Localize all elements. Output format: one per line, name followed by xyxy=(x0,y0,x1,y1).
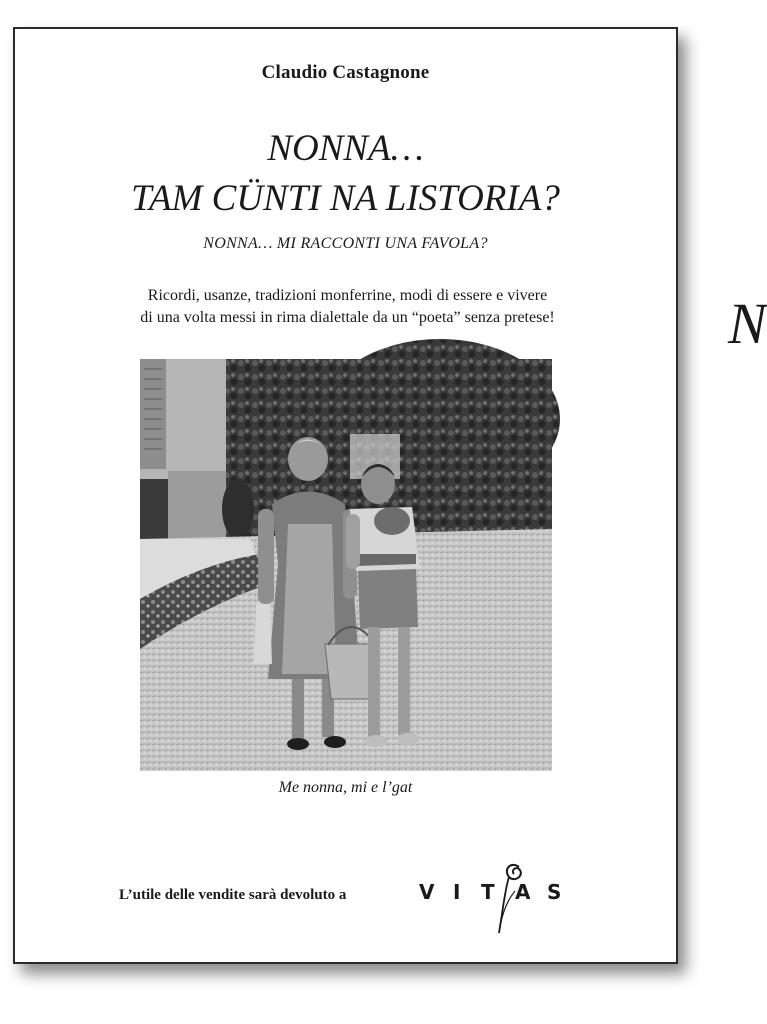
description-line-2: di una volta messi in rima dialettale da un “poeta” senza pretese! xyxy=(140,309,555,326)
author-name: Claudio Castagnone xyxy=(261,62,430,83)
subtitle: NONNA… MI RACCONTI UNA FAVOLA? xyxy=(203,235,488,252)
logo-letter: A xyxy=(515,880,531,904)
title-line-1: NONNA… xyxy=(267,128,424,169)
footer-text: L’utile delle vendite sarà devoluto a xyxy=(119,887,347,903)
logo-letter: T xyxy=(481,880,495,904)
photo-caption: Me nonna, mi e l’gat xyxy=(278,779,413,796)
description-line-1: Ricordi, usanze, tradizioni monferrine, modi di essere e vivere xyxy=(147,287,548,304)
background-partial-letter: N xyxy=(728,291,767,356)
description xyxy=(55,285,640,329)
title-line-2: TAM CÜNTI NA LISTORIA? xyxy=(131,178,560,219)
book-cover xyxy=(13,27,678,964)
logo-letter: V xyxy=(419,880,435,904)
logo-letter: S xyxy=(547,880,562,904)
photo-image xyxy=(140,359,552,771)
vitas-logo xyxy=(419,859,579,939)
snail-swirl-icon xyxy=(419,859,579,939)
logo-letter: I xyxy=(453,880,461,904)
footer xyxy=(15,859,676,939)
cover-photo xyxy=(140,359,552,771)
